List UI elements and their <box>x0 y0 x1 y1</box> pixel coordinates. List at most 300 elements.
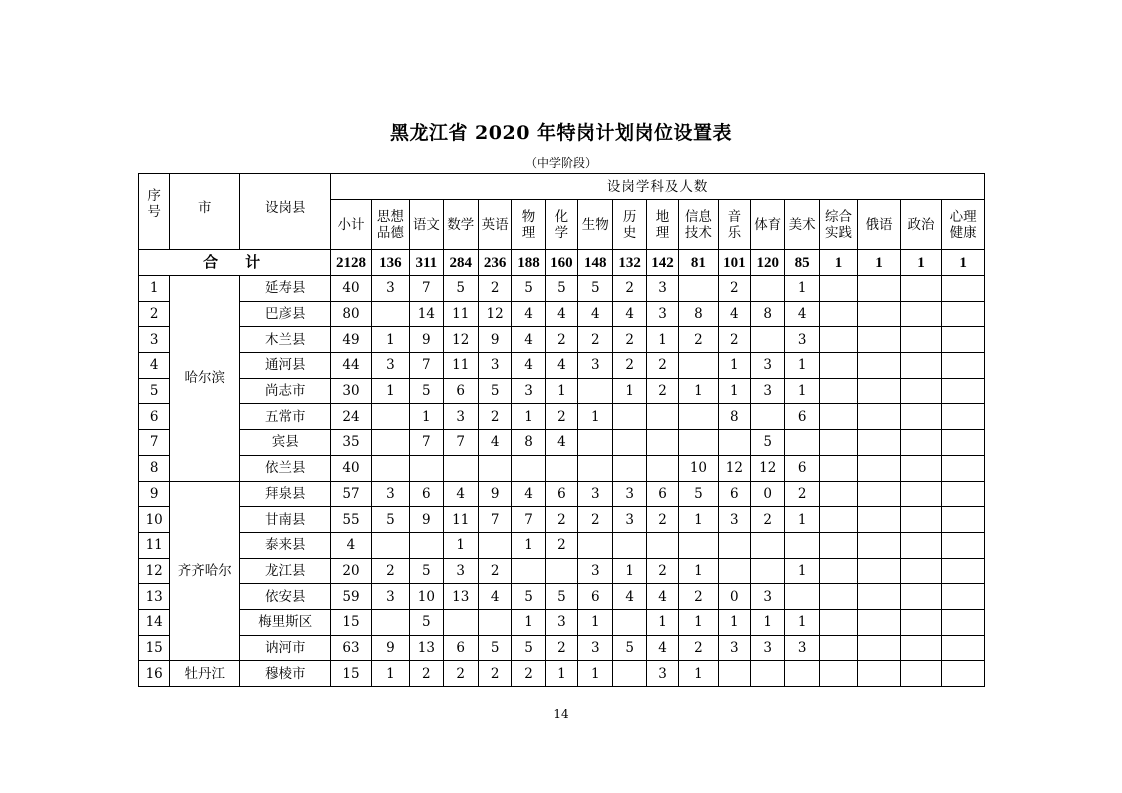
row-value: 5 <box>751 430 785 456</box>
row-value <box>751 327 785 353</box>
row-value: 2 <box>478 404 511 430</box>
header-subject <box>578 200 613 250</box>
row-value: 2 <box>545 635 577 661</box>
table-row <box>139 661 985 687</box>
row-value <box>819 584 857 610</box>
row-value <box>900 455 941 481</box>
row-value <box>751 276 785 302</box>
row-value <box>646 430 678 456</box>
row-value <box>578 430 613 456</box>
row-value <box>942 301 985 327</box>
row-value <box>942 404 985 430</box>
row-value: 3 <box>718 507 750 533</box>
header-subject <box>785 200 819 250</box>
row-value <box>646 455 678 481</box>
header-subject <box>718 200 750 250</box>
header-line: 地 <box>655 208 670 225</box>
header-subject <box>858 200 900 250</box>
row-value: 3 <box>578 481 613 507</box>
row-value: 3 <box>785 327 819 353</box>
row-value <box>819 276 857 302</box>
row-value <box>371 455 409 481</box>
table-row <box>139 532 985 558</box>
row-value: 13 <box>443 584 478 610</box>
row-value: 2 <box>578 507 613 533</box>
total-value: 1 <box>942 250 985 276</box>
total-value: 1 <box>900 250 941 276</box>
row-value: 8 <box>512 430 545 456</box>
header-subject <box>679 200 718 250</box>
row-value: 6 <box>718 481 750 507</box>
header-line: 生物 <box>581 216 609 233</box>
row-value <box>545 455 577 481</box>
row-seq: 3 <box>139 327 170 353</box>
row-county: 巴彦县 <box>240 301 331 327</box>
row-seq: 9 <box>139 481 170 507</box>
row-value <box>858 378 900 404</box>
row-value <box>900 609 941 635</box>
row-value <box>858 276 900 302</box>
row-county: 依安县 <box>240 584 331 610</box>
row-value: 2 <box>410 661 443 687</box>
row-value <box>679 276 718 302</box>
row-value: 3 <box>751 353 785 379</box>
row-value <box>512 558 545 584</box>
header-subject <box>900 200 941 250</box>
row-value: 3 <box>613 481 646 507</box>
row-value <box>679 353 718 379</box>
row-value <box>819 532 857 558</box>
row-value: 4 <box>718 301 750 327</box>
row-value: 1 <box>646 609 678 635</box>
row-value: 3 <box>443 558 478 584</box>
row-value: 3 <box>785 635 819 661</box>
row-value: 4 <box>613 584 646 610</box>
row-value: 0 <box>718 584 750 610</box>
row-value: 1 <box>512 609 545 635</box>
row-value: 1 <box>613 378 646 404</box>
row-value <box>819 301 857 327</box>
document-subtitle: （中学阶段） <box>524 156 597 170</box>
row-value <box>819 609 857 635</box>
row-value: 3 <box>613 507 646 533</box>
table-row <box>139 507 985 533</box>
row-value <box>751 532 785 558</box>
table-row <box>139 301 985 327</box>
row-value: 3 <box>545 609 577 635</box>
row-value: 1 <box>679 507 718 533</box>
row-value: 9 <box>410 327 443 353</box>
row-value: 4 <box>443 481 478 507</box>
row-seq: 12 <box>139 558 170 584</box>
row-value: 2 <box>679 584 718 610</box>
header-line: 技术 <box>684 224 712 241</box>
row-value <box>718 661 750 687</box>
row-county: 龙江县 <box>240 558 331 584</box>
header-line: 政治 <box>907 216 935 233</box>
row-value: 3 <box>751 635 785 661</box>
total-value: 120 <box>751 250 785 276</box>
row-value: 1 <box>718 353 750 379</box>
row-value: 1 <box>371 378 409 404</box>
row-value <box>942 584 985 610</box>
total-value: 1 <box>858 250 900 276</box>
table-row <box>139 404 985 430</box>
row-value <box>718 558 750 584</box>
row-value <box>613 404 646 430</box>
row-value: 5 <box>578 276 613 302</box>
row-value: 49 <box>331 327 371 353</box>
row-value <box>819 481 857 507</box>
row-value: 2 <box>751 507 785 533</box>
header-subject <box>942 200 985 250</box>
row-value: 4 <box>545 301 577 327</box>
row-value: 2 <box>545 327 577 353</box>
row-value: 1 <box>785 378 819 404</box>
row-county: 宾县 <box>240 430 331 456</box>
header-line: 理 <box>521 224 536 241</box>
row-seq: 16 <box>139 661 170 687</box>
row-county: 五常市 <box>240 404 331 430</box>
row-value <box>900 404 941 430</box>
row-value <box>858 558 900 584</box>
total-value: 236 <box>478 250 511 276</box>
total-value: 188 <box>512 250 545 276</box>
row-value <box>679 532 718 558</box>
row-value: 1 <box>512 532 545 558</box>
total-value: 1 <box>819 250 857 276</box>
header-line: 综合 <box>825 208 853 225</box>
row-value: 9 <box>478 481 511 507</box>
row-value: 2 <box>646 353 678 379</box>
row-value <box>900 661 941 687</box>
row-value: 15 <box>331 661 371 687</box>
row-value <box>858 455 900 481</box>
row-value: 3 <box>371 276 409 302</box>
row-value <box>942 481 985 507</box>
row-county: 依兰县 <box>240 455 331 481</box>
row-value: 35 <box>331 430 371 456</box>
header-seq <box>139 174 170 250</box>
header-line: 小计 <box>337 216 365 233</box>
row-value: 1 <box>578 609 613 635</box>
row-city: 哈尔滨 <box>170 276 240 482</box>
row-value: 2 <box>443 661 478 687</box>
row-value <box>819 635 857 661</box>
row-value <box>410 532 443 558</box>
row-value <box>819 455 857 481</box>
row-value: 1 <box>646 327 678 353</box>
row-value: 1 <box>679 609 718 635</box>
row-value: 1 <box>613 558 646 584</box>
header-subject <box>371 200 409 250</box>
total-value: 81 <box>679 250 718 276</box>
row-value: 59 <box>331 584 371 610</box>
row-value: 13 <box>410 635 443 661</box>
row-value <box>718 532 750 558</box>
total-row <box>139 250 985 276</box>
row-value: 3 <box>371 584 409 610</box>
row-value <box>942 430 985 456</box>
row-value: 40 <box>331 455 371 481</box>
row-value: 3 <box>578 353 613 379</box>
row-value <box>900 301 941 327</box>
row-seq: 4 <box>139 353 170 379</box>
row-value <box>819 353 857 379</box>
row-value <box>819 558 857 584</box>
row-value <box>858 507 900 533</box>
row-value: 8 <box>751 301 785 327</box>
row-county: 甘南县 <box>240 507 331 533</box>
row-value <box>718 430 750 456</box>
row-value: 1 <box>410 404 443 430</box>
row-value <box>679 404 718 430</box>
row-value: 12 <box>478 301 511 327</box>
row-value: 4 <box>545 353 577 379</box>
row-seq: 13 <box>139 584 170 610</box>
row-value <box>900 507 941 533</box>
row-value <box>785 430 819 456</box>
row-value: 6 <box>785 455 819 481</box>
row-value: 7 <box>478 507 511 533</box>
row-value: 1 <box>718 609 750 635</box>
row-value: 1 <box>545 378 577 404</box>
row-value <box>942 609 985 635</box>
header-line: 物 <box>521 208 536 225</box>
row-value <box>858 430 900 456</box>
row-value: 5 <box>410 609 443 635</box>
row-value <box>443 609 478 635</box>
row-value <box>900 558 941 584</box>
row-county: 通河县 <box>240 353 331 379</box>
row-value: 5 <box>410 558 443 584</box>
row-county: 尚志市 <box>240 378 331 404</box>
row-value <box>900 378 941 404</box>
row-value <box>858 635 900 661</box>
row-value <box>819 430 857 456</box>
row-value: 2 <box>718 327 750 353</box>
row-value: 6 <box>785 404 819 430</box>
row-value: 4 <box>512 327 545 353</box>
total-value: 101 <box>718 250 750 276</box>
row-value <box>942 532 985 558</box>
row-value: 2 <box>371 558 409 584</box>
row-value: 24 <box>331 404 371 430</box>
row-value: 5 <box>679 481 718 507</box>
header-line: 体育 <box>754 216 782 233</box>
row-value: 2 <box>646 378 678 404</box>
table-row <box>139 378 985 404</box>
header-line: 序 <box>147 188 161 204</box>
table-row <box>139 455 985 481</box>
row-value: 7 <box>410 276 443 302</box>
row-value: 3 <box>751 584 785 610</box>
row-value <box>410 455 443 481</box>
total-value: 160 <box>545 250 577 276</box>
row-value <box>900 532 941 558</box>
row-value: 1 <box>578 404 613 430</box>
header-line: 英语 <box>481 216 509 233</box>
row-value: 2 <box>718 276 750 302</box>
row-seq: 11 <box>139 532 170 558</box>
row-value <box>900 327 941 353</box>
row-value: 9 <box>371 635 409 661</box>
row-value: 3 <box>578 635 613 661</box>
row-seq: 10 <box>139 507 170 533</box>
page-number: 14 <box>553 707 569 721</box>
header-line: 历 <box>622 208 637 225</box>
header-subject <box>819 200 857 250</box>
row-seq: 6 <box>139 404 170 430</box>
row-value <box>819 661 857 687</box>
row-value: 2 <box>646 507 678 533</box>
row-value: 3 <box>478 353 511 379</box>
row-value: 0 <box>751 481 785 507</box>
row-value: 5 <box>512 635 545 661</box>
row-value: 9 <box>478 327 511 353</box>
row-value <box>785 661 819 687</box>
row-value: 1 <box>751 609 785 635</box>
row-value: 12 <box>751 455 785 481</box>
row-value <box>900 635 941 661</box>
row-seq: 14 <box>139 609 170 635</box>
row-value <box>819 404 857 430</box>
row-value: 14 <box>410 301 443 327</box>
row-value: 6 <box>443 635 478 661</box>
row-value <box>942 455 985 481</box>
row-value: 3 <box>371 353 409 379</box>
row-value <box>478 532 511 558</box>
row-value: 1 <box>718 378 750 404</box>
header-line: 品德 <box>376 224 404 241</box>
row-value: 63 <box>331 635 371 661</box>
row-value <box>942 558 985 584</box>
row-value: 3 <box>646 301 678 327</box>
header-subject <box>751 200 785 250</box>
row-value <box>545 558 577 584</box>
total-value: 136 <box>371 250 409 276</box>
row-value: 15 <box>331 609 371 635</box>
row-value <box>578 532 613 558</box>
row-value <box>900 353 941 379</box>
row-seq: 7 <box>139 430 170 456</box>
row-value <box>942 635 985 661</box>
table-row <box>139 635 985 661</box>
row-value: 12 <box>718 455 750 481</box>
row-value: 11 <box>443 301 478 327</box>
row-value <box>371 301 409 327</box>
row-value: 5 <box>545 276 577 302</box>
row-value <box>942 378 985 404</box>
row-value <box>858 353 900 379</box>
row-value <box>679 430 718 456</box>
row-value: 2 <box>679 327 718 353</box>
row-value: 3 <box>443 404 478 430</box>
header-line: 史 <box>622 224 637 241</box>
row-value: 2 <box>478 276 511 302</box>
row-value: 57 <box>331 481 371 507</box>
row-value: 5 <box>478 635 511 661</box>
row-value <box>858 584 900 610</box>
total-value: 148 <box>578 250 613 276</box>
row-value: 4 <box>646 635 678 661</box>
row-county: 讷河市 <box>240 635 331 661</box>
header-subject <box>478 200 511 250</box>
post-allocation-table <box>138 173 985 687</box>
table-row <box>139 609 985 635</box>
row-value: 2 <box>478 558 511 584</box>
total-value: 85 <box>785 250 819 276</box>
row-value: 2 <box>613 353 646 379</box>
row-value <box>646 404 678 430</box>
row-value: 2 <box>679 635 718 661</box>
row-value: 2 <box>545 507 577 533</box>
row-value <box>942 507 985 533</box>
row-value: 11 <box>443 353 478 379</box>
header-line: 俄语 <box>865 216 893 233</box>
row-county: 泰来县 <box>240 532 331 558</box>
row-value <box>478 455 511 481</box>
row-value <box>858 301 900 327</box>
row-value: 12 <box>443 327 478 353</box>
row-value: 1 <box>679 378 718 404</box>
row-value: 1 <box>371 327 409 353</box>
row-value: 4 <box>578 301 613 327</box>
header-line: 美术 <box>788 216 816 233</box>
header-subject <box>443 200 478 250</box>
row-value: 5 <box>410 378 443 404</box>
row-value: 1 <box>545 661 577 687</box>
row-value <box>371 430 409 456</box>
row-value <box>900 584 941 610</box>
row-value <box>751 404 785 430</box>
row-value: 3 <box>512 378 545 404</box>
row-value <box>858 532 900 558</box>
row-value: 3 <box>646 276 678 302</box>
row-value <box>785 584 819 610</box>
row-value <box>478 609 511 635</box>
row-value: 4 <box>512 301 545 327</box>
row-value <box>613 430 646 456</box>
header-subject-group: 设岗学科及人数 <box>331 174 985 200</box>
row-seq: 5 <box>139 378 170 404</box>
row-value <box>443 455 478 481</box>
table-body <box>139 250 985 687</box>
header-subject <box>646 200 678 250</box>
header-line: 数学 <box>447 216 475 233</box>
row-value: 4 <box>646 584 678 610</box>
row-value: 2 <box>545 404 577 430</box>
header-line: 思想 <box>376 208 404 225</box>
row-value <box>613 609 646 635</box>
row-value: 6 <box>646 481 678 507</box>
header-line: 健康 <box>949 224 977 241</box>
table-row <box>139 558 985 584</box>
row-value <box>858 327 900 353</box>
row-value: 11 <box>443 507 478 533</box>
row-value: 4 <box>785 301 819 327</box>
row-value <box>858 609 900 635</box>
row-value: 3 <box>751 378 785 404</box>
row-value: 7 <box>443 430 478 456</box>
row-value <box>942 276 985 302</box>
row-value <box>858 481 900 507</box>
total-value: 132 <box>613 250 646 276</box>
row-value <box>613 532 646 558</box>
header-line: 心理 <box>949 208 977 225</box>
row-value: 5 <box>512 584 545 610</box>
row-value: 2 <box>478 661 511 687</box>
